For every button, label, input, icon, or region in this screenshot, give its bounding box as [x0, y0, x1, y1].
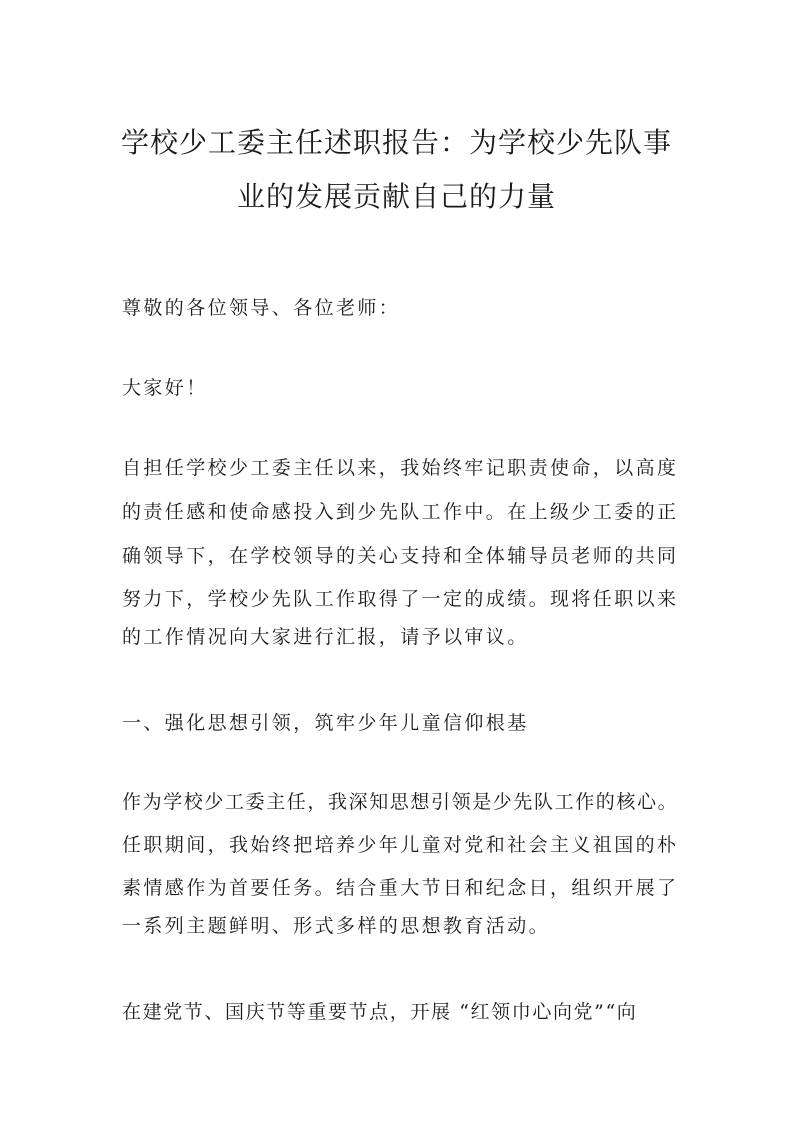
- intro-line: 努力下，学校少先队工作取得了一定的成绩。现将任职以来: [122, 588, 679, 610]
- title-line-2: 业的发展贡献自己的力量: [236, 180, 556, 213]
- section-heading: 一、强化思想引领，筑牢少年儿童信仰根基: [122, 712, 529, 734]
- intro-line: 自担任学校少工委主任以来，我始终牢记职责使命，以高度: [122, 457, 679, 479]
- section1-line: 作为学校少工委主任，我深知思想引领是少先队工作的核心。: [122, 791, 679, 813]
- section1-paragraph-2: 在建党节、国庆节等重要节点，开展 “红领巾心向党”“向: [122, 1001, 638, 1023]
- document-title: [100, 116, 693, 224]
- section1-line: 一系列主题鲜明、形式多样的思想教育活动。: [122, 915, 551, 937]
- greeting: 大家好！: [122, 377, 208, 399]
- title-line-1: 学校少工委主任述职报告：为学校少先队事: [120, 126, 672, 159]
- intro-line: 的工作情况向大家进行汇报，请予以审议。: [122, 626, 529, 648]
- salutation: 尊敬的各位领导、各位老师：: [122, 297, 401, 319]
- intro-line: 确领导下，在学校领导的关心支持和全体辅导员老师的共同: [122, 545, 679, 567]
- section1-line: 素情感作为首要任务。结合重大节日和纪念日，组织开展了: [122, 877, 679, 899]
- section1-line: 任职期间，我始终把培养少年儿童对党和社会主义祖国的朴: [122, 834, 679, 856]
- intro-line: 的责任感和使命感投入到少先队工作中。在上级少工委的正: [122, 501, 679, 523]
